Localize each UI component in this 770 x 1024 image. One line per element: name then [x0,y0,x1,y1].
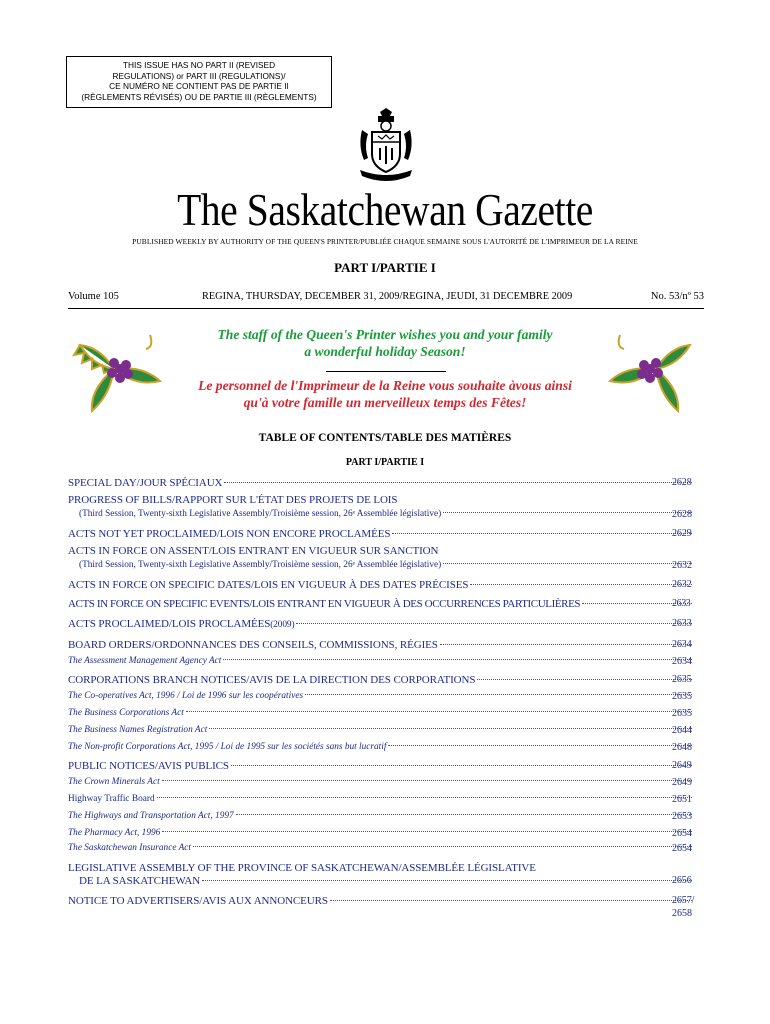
greeting-line: The staff of the Queen's Printer wishes you and your family [217,327,553,342]
date-line: REGINA, THURSDAY, DECEMBER 31, 2009/REGINA, JEUDI, 31 DECEMBRE 2009 [202,291,573,302]
notice-line: REGULATIONS) or PART III (REGULATIONS)/ [112,70,286,81]
no-part-notice-box [66,56,332,108]
toc-entry-title: ACTS NOT YET PROCLAIMED/LOIS NON ENCORE PROCLAMÉES [68,528,391,540]
toc-entry[interactable] [68,811,694,821]
greeting-french [0,377,770,411]
greeting-separator [326,371,446,372]
greeting-line: a wonderful holiday Season! [304,344,466,359]
toc-entry-page: 2656 [672,875,692,886]
toc-entry[interactable] [68,674,694,686]
toc-entry-page: 2634 [672,639,692,650]
toc-entry-page: 2649 [672,777,692,788]
toc-title: TABLE OF CONTENTS/TABLE DES MATIÈRES [258,432,512,444]
toc-entry-suffix: (2009) [270,620,295,630]
toc-entry-page: 2635 [672,691,692,702]
toc-entry[interactable] [68,875,694,887]
toc-entry-title: CORPORATIONS BRANCH NOTICES/AVIS DE LA DIRECTION DES CORPORATIONS [68,674,476,686]
part-heading: PART I/PARTIE I [334,260,436,275]
toc-entry-title: The Highways and Transportation Act, 1997 [68,811,234,821]
toc-entry[interactable] [68,509,694,519]
toc-entry-title: Highway Traffic Board [68,794,155,804]
toc-entry-page: 2644 [672,725,692,736]
toc-entry[interactable] [68,742,694,752]
toc-entry[interactable] [68,691,694,701]
toc-entry-title: The Business Corporations Act [68,708,184,718]
toc-entry-page-continued: 2658 [672,908,692,919]
toc-entry-page: 2654 [672,843,692,854]
toc-entry[interactable] [68,618,694,630]
toc-entry-title: ACTS PROCLAIMED/LOIS PROCLAMÉES [68,618,271,630]
toc-entry-title: The Non-profit Corporations Act, 1995 / Loi de 1995 sur les sociétés sans but lucratif [68,742,387,752]
toc-entry-title: SPECIAL DAY/JOUR SPÉCIAUX [68,477,223,489]
toc-entry-page: 2628 [672,509,692,520]
header-rule [68,308,704,309]
toc-entry-page: 2633 [672,598,691,609]
toc-entry-title: PUBLIC NOTICES/AVIS PUBLICS [68,760,229,772]
notice-line: THIS ISSUE HAS NO PART II (REVISED [122,60,276,70]
toc-entry-page: 2653 [672,811,692,822]
toc-entry-title: The Co-operatives Act, 1996 / Loi de 1996 sur les coopératives [68,691,304,701]
toc-entry-page: 2635 [672,674,692,685]
toc-entry-title: The Pharmacy Act, 1996 [68,828,161,838]
toc-entry[interactable] [68,528,694,540]
toc-entry-title: DE LA SASKATCHEWAN [79,875,201,887]
toc-entry-title: ACTS IN FORCE ON SPECIFIC EVENTS/LOIS ENTRANT EN VIGUEUR À DES OCCURRENCES PARTICULIÈRES [68,598,581,610]
toc-entry[interactable] [68,545,694,557]
toc-entry[interactable] [68,656,694,666]
gazette-masthead: The Saskatchewan Gazette [177,184,593,235]
toc-entry-page: 2635 [672,708,692,719]
toc-entry-page: 2654 [672,828,692,839]
toc-entry[interactable] [68,760,694,772]
toc-entry-title: The Saskatchewan Insurance Act [68,843,191,853]
toc-subtitle: PART I/PARTIE I [345,457,425,468]
toc-entry-title: (Third Session, Twenty-sixth Legislative Assembly/Troisième session, 26ᵉ Assemblée législative) [79,509,442,519]
toc-entry-page: 2648 [672,742,692,753]
toc-entry[interactable] [68,579,694,591]
toc-entry-page: 2632 [672,579,692,590]
greeting-english [0,326,770,360]
toc-entry-title: The Assessment Management Agency Act [68,656,222,666]
toc-entry-page: 2633 [672,618,692,629]
toc-entry-page: 2657/ [672,895,695,906]
toc-entry[interactable] [68,828,694,838]
toc-entry-page: 2628 [672,477,692,488]
toc-entry[interactable] [68,725,694,735]
issue-number: No. 53/nº 53 [650,291,704,302]
toc-entry-title: BOARD ORDERS/ORDONNANCES DES CONSEILS, COMMISSIONS, RÉGIES [68,639,438,651]
toc-entry-title: The Crown Minerals Act [68,777,160,787]
toc-entry[interactable] [68,708,694,718]
toc-entry[interactable] [68,560,694,570]
toc-entry-page: 2649 [672,760,692,771]
toc-entry[interactable] [68,895,694,907]
toc-entry[interactable] [68,777,694,787]
toc-entry[interactable] [68,598,694,610]
notice-line: CE NUMÉRO NE CONTIENT PAS DE PARTIE II [109,81,289,92]
toc-entry-title: ACTS IN FORCE ON SPECIFIC DATES/LOIS EN VIGUEUR À DES DATES PRÉCISES [68,579,469,591]
toc-entry-title: PROGRESS OF BILLS/RAPPORT SUR L'ÉTAT DES PROJETS DE LOIS [68,494,398,506]
toc-entry-title: LEGISLATIVE ASSEMBLY OF THE PROVINCE OF SASKATCHEWAN/ASSEMBLÉE LÉGISLATIVE [68,862,536,874]
toc-entry[interactable] [68,639,694,651]
toc-entry-title: (Third Session, Twenty-sixth Legislative Assembly/Troisième session, 26ᵉ Assemblée législative) [79,560,442,570]
volume-label: Volume 105 [68,291,119,302]
greeting-line: Le personnel de l'Imprimeur de la Reine vous souhaite àvous ainsi [198,378,572,393]
toc-entry[interactable] [68,843,694,853]
toc-entry[interactable] [68,862,694,874]
toc-entry-page: 2634 [672,656,692,667]
toc-entry[interactable] [68,794,694,804]
greeting-line: qu'à votre famille un merveilleux temps des Fêtes! [243,395,527,410]
toc-entry-page: 2629 [672,528,692,539]
toc-entry-page: 2651 [672,794,692,805]
toc-entry[interactable] [68,477,694,489]
toc-entry-title: The Business Names Registration Act [68,725,208,735]
toc-entry-title: ACTS IN FORCE ON ASSENT/LOIS ENTRANT EN VIGUEUR SUR SANCTION [68,545,439,557]
notice-line: (RÈGLEMENTS RÉVISÉS) OU DE PARTIE III (RÈGLEMENTS) [81,91,317,102]
published-authority-line: PUBLISHED WEEKLY BY AUTHORITY OF THE QUEEN'S PRINTER/PUBLIÉE CHAQUE SEMAINE SOUS L'AUTORITÉ DE L'IMPRIMEUR DE LA REINE [132,237,638,246]
coat-of-arms-icon [354,108,418,184]
toc-entry[interactable] [68,494,694,506]
toc-entry-page: 2632 [672,560,692,571]
toc-entry-title: NOTICE TO ADVERTISERS/AVIS AUX ANNONCEURS [68,895,328,907]
